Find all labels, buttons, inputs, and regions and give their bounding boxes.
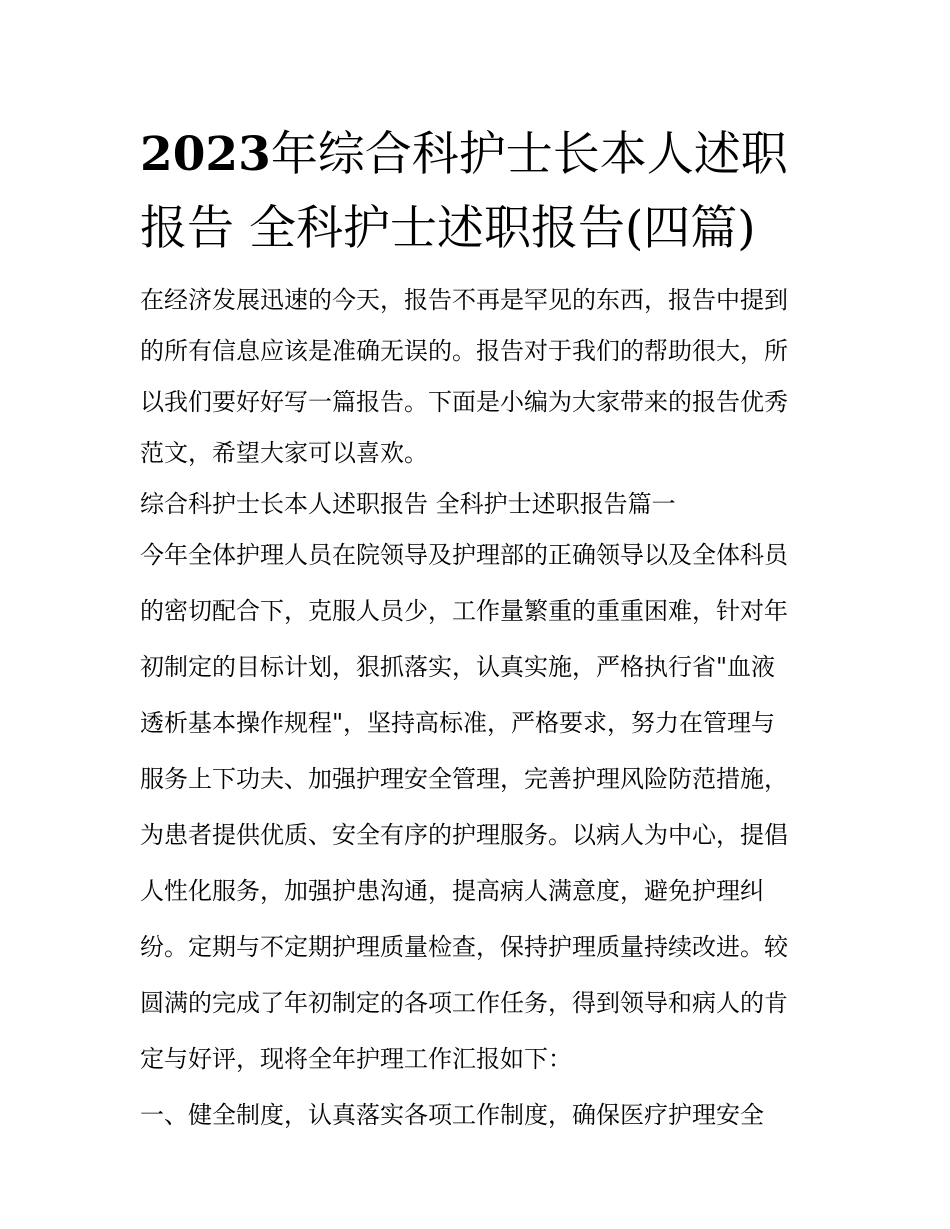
- title-line2-text: 报告 全科护士述职报告(四篇): [140, 201, 756, 256]
- body-line: 今年全体护理人员在院领导及护理部的正确领导以及全体科员: [140, 541, 788, 569]
- title-line1-text: 年综合科护士长本人述职: [270, 127, 788, 182]
- body-line: 人性化服务，加强护患沟通，提高病人满意度，避免护理纠: [140, 877, 764, 905]
- body-line: 圆满的完成了年初制定的各项工作任务，得到领导和病人的肯: [140, 989, 788, 1017]
- document-title: [140, 118, 820, 266]
- body-line: 初制定的目标计划，狠抓落实，认真实施，严格执行省"血液: [140, 653, 776, 681]
- body-line: 纷。定期与不定期护理质量检查，保持护理质量持续改进。较: [140, 933, 788, 961]
- body-line: 服务上下功夫、加强护理安全管理，完善护理风险防范措施，: [140, 765, 788, 793]
- body-line: 的所有信息应该是准确无误的。报告对于我们的帮助很大，所: [140, 337, 788, 365]
- body-line: 范文，希望大家可以喜欢。: [140, 439, 428, 467]
- body-line: 透析基本操作规程"，坚持高标准，严格要求，努力在管理与: [140, 709, 776, 737]
- body-line: 为患者提供优质、安全有序的护理服务。以病人为中心，提倡: [140, 821, 788, 849]
- document-body: [140, 280, 820, 1151]
- section-heading: 综合科护士长本人述职报告 全科护士述职报告篇一: [140, 490, 676, 518]
- body-line: 的密切配合下，克服人员少，工作量繁重的重重困难，针对年: [140, 597, 788, 625]
- body-line: 一、健全制度，认真落实各项工作制度，确保医疗护理安全: [140, 1101, 764, 1129]
- body-line: 以我们要好好写一篇报告。下面是小编为大家带来的报告优秀: [140, 388, 788, 416]
- body-line: 在经济发展迅速的今天，报告不再是罕见的东西，报告中提到: [140, 286, 788, 314]
- body-line: 定与好评，现将全年护理工作汇报如下：: [140, 1045, 572, 1073]
- title-year: 2023: [140, 127, 271, 182]
